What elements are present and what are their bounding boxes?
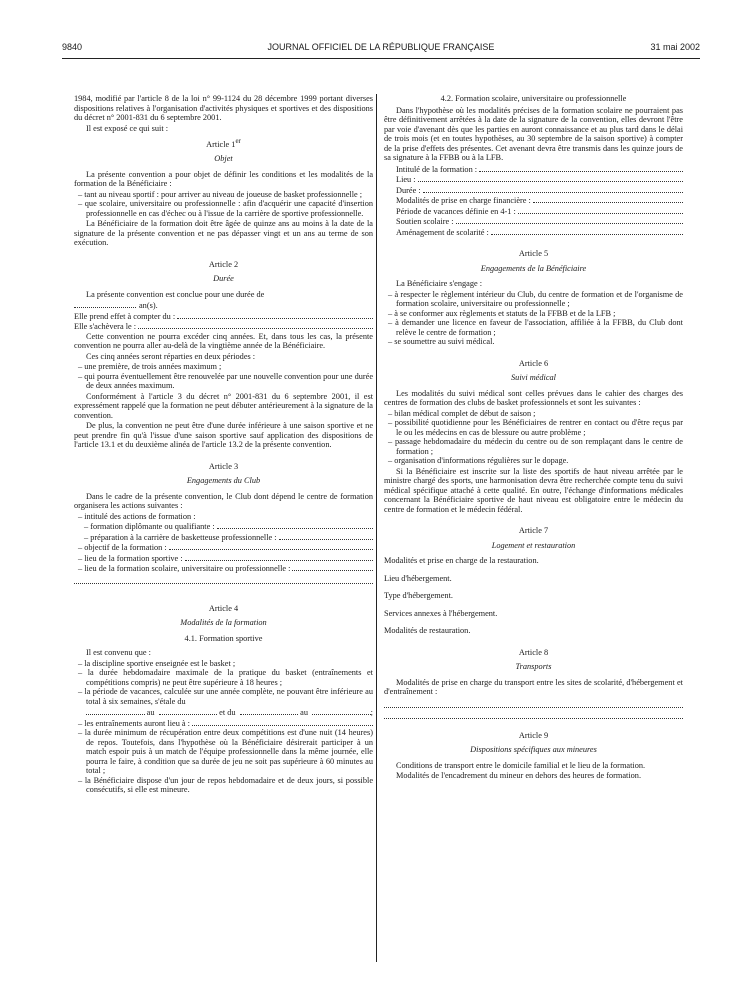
list-item: – à demander une licence en faveur de l'association, affiliée à la FFBB, du Club dont relève le centre de formation ;: [384, 318, 683, 337]
blank-line: [74, 574, 373, 584]
article-2-paragraph: Cette convention ne pourra excéder cinq années. Et, dans tous les cas, la présente convention ne pourra aller au-delà de la vingtième année de la Bénéficiaire.: [74, 331, 373, 351]
article-7-line: Modalités de restauration.: [384, 626, 471, 635]
article-5-heading: Article 5: [518, 249, 549, 258]
article-6-list: [384, 409, 683, 466]
article-6-title: Suivi médical: [511, 373, 556, 382]
blank-line: [384, 698, 683, 708]
article-9-title: Dispositions spécifiques aux mineures: [470, 745, 597, 754]
schedule-adjustment-field: Aménagement de scolarité :: [384, 227, 683, 238]
article-7-heading: Article 7: [518, 526, 549, 535]
article-7-line: Modalités et prise en charge de la restauration.: [384, 556, 539, 565]
article-1-heading: Article 1er: [206, 138, 241, 149]
list-item: – à respecter le règlement intérieur du Club, du centre de formation et de l'organisme de formation scolaire, universitaire ou professionnelle ;: [384, 290, 683, 309]
article-4-list: [74, 659, 373, 707]
list-item: – organisation d'informations régulières sur le dopage.: [384, 456, 683, 466]
article-1-list: [74, 190, 373, 219]
article-1-title: Objet: [214, 154, 233, 164]
diploma-field: – formation diplômante ou qualifiante :: [74, 521, 373, 532]
list-item: – que scolaire, universitaire ou professionnelle : afin d'acquérir une capacité d'insertion professionnelle en cas d'échec ou à l'issue de la carrière de sportive professionnelle.: [74, 199, 373, 218]
article-6-paragraph: Si la Bénéficiaire est inscrite sur la liste des sportifs de haut niveau arrêtée par le ministre chargé des sports, une harmonisation devra être recherchée compte tenu du suivi médical spécifique attaché à cette qualité. En outre, l'échange d'informations médicales concernant la Bénéficiaire sportive de haut niveau est obligatoire entre le médecin du centre de formation et le médecin fédéral.: [384, 466, 683, 514]
left-column: [74, 94, 373, 796]
article-2-paragraph: De plus, la convention ne peut être d'une durée inférieure à une saison sportive et ne peut prendre fin qu'à l'issue d'une saison sportive sauf application des dispositions de l'article 13.1 et du deuxième alinéa de l'article 13.2 de la présente convention.: [74, 421, 373, 450]
list-item: – possibilité quotidienne pour les Bénéficiaires de rentrer en contact ou d'être reçus par le ou les médecins en cas de blessure ou autre problème ;: [384, 418, 683, 437]
article-4-title: Modalités de la formation: [180, 618, 267, 628]
list-item: – qui pourra éventuellement être renouvelée par une nouvelle convention pour une durée de deux années maximum.: [74, 372, 373, 391]
publication-date: 31 mai 2002: [650, 42, 700, 52]
place-field: Lieu :: [384, 174, 683, 185]
duration-field: an(s).: [74, 300, 373, 311]
article-6-heading: Article 6: [518, 358, 549, 368]
column-divider: [376, 94, 377, 962]
section-4-1-heading: 4.1. Formation sportive: [184, 633, 263, 643]
expose-line: Il est exposé ce qui suit :: [86, 123, 169, 133]
school-location-field: – lieu de la formation scolaire, universitaire ou professionnelle :: [74, 563, 373, 574]
article-8-paragraph: Modalités de prise en charge du transport entre les sites de scolarité, d'hébergement et d'entraînement :: [384, 677, 683, 696]
list-item: – la discipline sportive enseignée est le basket ;: [74, 659, 373, 669]
article-4-list-2: [74, 728, 373, 795]
article-2-list: [74, 362, 373, 391]
list-item: – tant au niveau sportif : pour arriver au niveau de joueuse de basket professionnelle ;: [74, 190, 373, 200]
article-7-title: Logement et restauration: [491, 540, 576, 550]
header-rule: [62, 58, 700, 59]
article-2-heading: Article 2: [208, 259, 239, 269]
article-2-duration: La présente convention est conclue pour une durée de: [86, 289, 265, 299]
end-date-field: Elle s'achèvera le :: [74, 321, 373, 332]
list-item: – se soumettre au suivi médical.: [384, 337, 683, 347]
objective-field: – objectif de la formation :: [74, 542, 373, 553]
journal-title: JOURNAL OFFICIEL DE LA RÉPUBLIQUE FRANÇAISE: [267, 42, 495, 52]
article-7-line: Type d'hébergement.: [384, 591, 453, 600]
article-7-line: Lieu d'hébergement.: [384, 573, 452, 583]
list-item: – la durée hebdomadaire maximale de la pratique du basket (entraînements et compétitions compris) ne peut être supérieure à 18 heures ;: [74, 668, 373, 687]
actions-title-field: – intitulé des actions de formation :: [78, 511, 196, 521]
article-5-title: Engagements de la Bénéficiaire: [480, 263, 587, 273]
intro-paragraph: 1984, modifié par l'article 8 de la loi n° 99-1124 du 28 décembre 1999 portant diverses dispositions relatives à l'organisation d'activités physiques et sportives et des dispositions du décret n° 2001-831 du 6 septembre 2001.: [74, 94, 373, 122]
article-2-paragraph: Ces cinq années seront réparties en deux périodes :: [86, 351, 256, 361]
article-1-paragraph: La Bénéficiaire de la formation doit être âgée de quinze ans au moins à la date de la signature de la présente convention et ne pas dépasser vingt et un ans au terme de son exécution.: [74, 219, 373, 248]
article-1-paragraph: La présente convention a pour objet de définir les conditions et les modalités de la formation de la Bénéficiaire :: [74, 169, 373, 189]
section-4-2-heading: 4.2. Formation scolaire, universitaire ou professionnelle: [440, 94, 627, 103]
list-item: – la période de vacances, calculée sur une année complète, ne pouvant être inférieure au total à six semaines, s'étale du: [74, 687, 373, 706]
page-header: [62, 42, 700, 56]
article-9-paragraph: Conditions de transport entre le domicile familial et le lieu de la formation.: [396, 760, 646, 770]
section-4-2-paragraph: Dans l'hypothèse où les modalités précises de la formation scolaire ne pourraient pas être définitivement arrêtées à la date de la signature de la convention, elles devront l'être par voie d'avenant dès que les parties en auront connaissance et au plus tard dans le délai de trois mois (et en toutes hypothèses, au 30 septembre de la saison sportive) à compter de la prise d'effets des présentes. Cet avenant devra être transmis dans les quinze jours de sa signature à la FFBB ou à la LFB.: [384, 105, 683, 162]
article-4-heading: Article 4: [208, 603, 239, 613]
blank-line: [384, 709, 683, 719]
article-9-heading: Article 9: [518, 730, 549, 740]
list-item: – la durée minimum de récupération entre deux compétitions est d'une nuit (14 heures) de repos. Toutefois, dans l'hypothèse où la Bénéficiaire désirerait participer à un match espoir puis à un match de l'équipe professionnelle dans la même journée, elle pourra le faire, à condition que sa durée de jeu ne soit pas supérieure à 60 minutes au total ;: [74, 728, 373, 776]
career-prep-field: – préparation à la carrière de basketteuse professionnelle :: [74, 532, 373, 543]
list-item: – à se conformer aux règlements et statuts de la FFBB et de la LFB ;: [384, 309, 683, 319]
duration-field-2: Durée :: [384, 185, 683, 196]
list-item: – passage hebdomadaire du médecin du centre ou de son remplaçant dans le centre de formation ;: [384, 437, 683, 456]
list-item: – bilan médical complet de début de saison ;: [384, 409, 683, 419]
article-7-line: Services annexes à l'hébergement.: [384, 608, 498, 618]
article-2-paragraph: Conformément à l'article 3 du décret n° 2001-831 du 6 septembre 2001, il est expressément rappelé que la formation ne peut débuter antérieurement à la signature de la convention.: [74, 391, 373, 420]
article-6-paragraph: Les modalités du suivi médical sont celles prévues dans le cahier des charges des centres de formation des clubs de basket professionnels et sont les suivantes :: [384, 388, 683, 407]
article-9-paragraph: Modalités de l'encadrement du mineur en dehors des heures de formation.: [396, 771, 642, 780]
article-3-title: Engagements du Club: [186, 476, 261, 486]
vacation-dates-field: au et du au ;: [74, 707, 373, 718]
article-3-heading: Article 3: [208, 461, 239, 471]
training-location-field: – les entraînements auront lieu à :: [74, 718, 373, 729]
sport-location-field: – lieu de la formation sportive :: [74, 553, 373, 564]
course-title-field: Intitulé de la formation :: [384, 164, 683, 175]
article-2-title: Durée: [213, 274, 234, 284]
article-5-list: [384, 290, 683, 347]
article-5-paragraph: La Bénéficiaire s'engage :: [396, 279, 483, 288]
list-item: – la Bénéficiaire dispose d'un jour de repos hebdomadaire et de deux jours, si possible consécutifs, si elle est mineure.: [74, 776, 373, 795]
article-8-heading: Article 8: [518, 647, 549, 657]
right-column: [384, 94, 683, 782]
article-3-paragraph: Dans le cadre de la présente convention, le Club dont dépend le centre de formation organisera les actions suivantes :: [74, 491, 373, 511]
article-8-title: Transports: [515, 662, 552, 671]
start-date-field: Elle prend effet à compter du :: [74, 311, 373, 322]
page-number: 9840: [62, 42, 83, 52]
article-4-paragraph: Il est convenu que :: [86, 648, 151, 658]
financing-field: Modalités de prise en charge financière :: [384, 195, 683, 206]
tutoring-field: Soutien scolaire :: [384, 216, 683, 227]
list-item: – une première, de trois années maximum ;: [74, 362, 373, 372]
vacation-period-field: Période de vacances définie en 4-1 :: [384, 206, 683, 217]
